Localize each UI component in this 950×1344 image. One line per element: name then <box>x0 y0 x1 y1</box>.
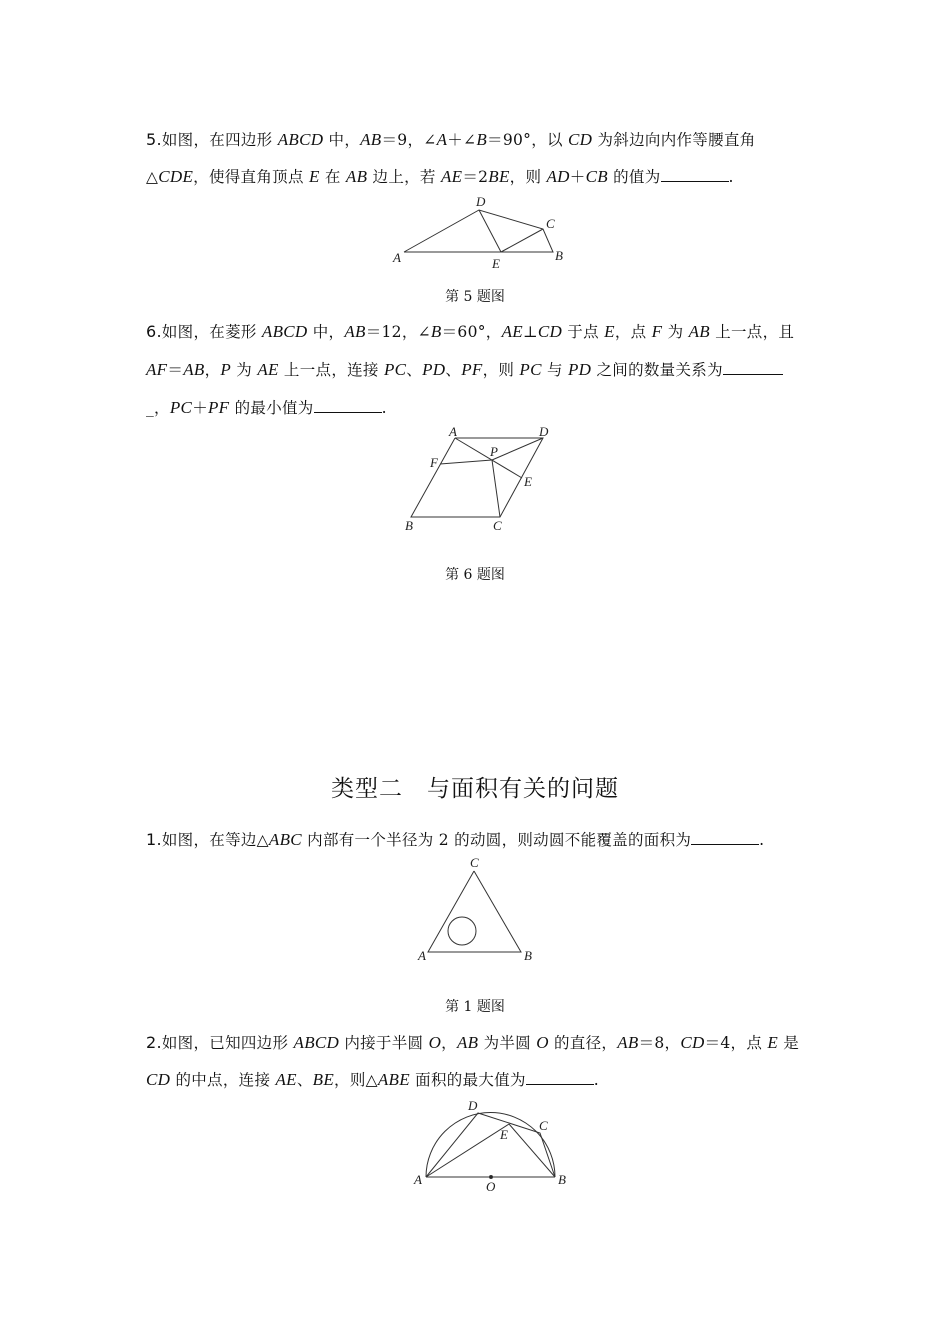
problem-6-line-1: 6.如图，在菱形 ABCD 中，AB＝12，∠B＝60°，AE⊥CD 于点 E，点 F 为 AB 上一点，且 <box>146 322 795 341</box>
svg-text:B: B <box>558 1172 566 1187</box>
problem-2-line-2: CD 的中点，连接 AE、BE，则△ABE 面积的最大值为 . <box>146 1070 599 1089</box>
svg-text:C: C <box>546 216 555 231</box>
svg-text:D: D <box>476 194 486 209</box>
svg-text:E: E <box>492 256 500 271</box>
figure-6-caption: 第 6 题图 <box>445 567 505 583</box>
svg-text:B: B <box>524 948 532 963</box>
figure-1-caption: 第 1 题图 <box>445 999 505 1015</box>
svg-text:D: D <box>539 424 549 439</box>
svg-text:A: A <box>393 250 401 265</box>
figure-2-diagram <box>413 1098 566 1194</box>
problem-1-line-1: 1.如图，在等边△ABC 内部有一个半径为 2 的动圆，则动圆不能覆盖的面积为 . <box>146 830 765 849</box>
svg-text:P: P <box>490 444 498 459</box>
problem-number: 1. <box>146 830 162 849</box>
svg-text:B: B <box>405 518 413 533</box>
svg-text:C: C <box>493 518 502 533</box>
svg-text:C: C <box>539 1118 548 1133</box>
problem-number: 2. <box>146 1033 162 1052</box>
problem-2-line-1: 2.如图，已知四边形 ABCD 内接于半圆 O，AB 为半圆 O 的直径，AB＝8，CD＝4，点 E 是 <box>146 1033 800 1052</box>
problem-number: 6. <box>146 322 162 341</box>
figure-1-diagram <box>417 855 532 963</box>
figure-5-caption: 第 5 题图 <box>445 289 505 305</box>
problem-5-line-1: 5.如图，在四边形 ABCD 中，AB＝9，∠A＋∠B＝90°，以 CD 为斜边向内作等腰直角 <box>146 130 756 149</box>
svg-text:D: D <box>468 1098 478 1113</box>
problem-6-line-3: _，PC＋PF 的最小值为 . <box>146 398 387 417</box>
svg-text:O: O <box>486 1179 496 1194</box>
figure-5-diagram <box>392 194 563 271</box>
svg-text:F: F <box>430 455 438 470</box>
svg-text:E: E <box>524 474 532 489</box>
problem-6-line-2: AF＝AB，P 为 AE 上一点，连接 PC、PD、PF，则 PC 与 PD 之间的数量关系为 <box>146 358 783 380</box>
svg-text:C: C <box>470 855 479 870</box>
problem-number: 5. <box>146 130 162 149</box>
svg-text:A: A <box>414 1172 422 1187</box>
section-heading: 类型二 与面积有关的问题 <box>331 776 619 802</box>
svg-text:B: B <box>555 248 563 263</box>
svg-text:E: E <box>500 1127 508 1142</box>
svg-text:A: A <box>449 424 457 439</box>
problem-5-line-2: △CDE，使得直角顶点 E 在 AB 边上，若 AE＝2BE，则 AD＋CB 的值为 . <box>146 167 734 186</box>
svg-text:A: A <box>418 948 426 963</box>
figure-6-diagram <box>405 424 549 533</box>
